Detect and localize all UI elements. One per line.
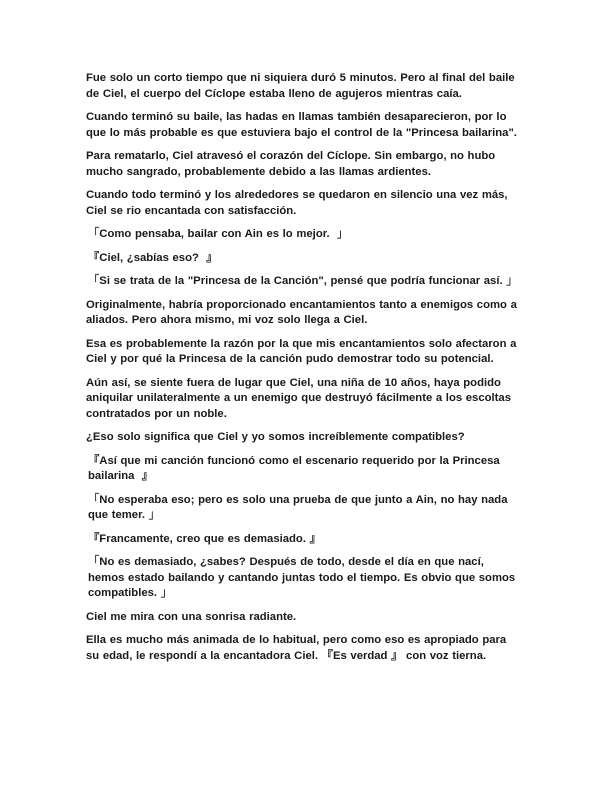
paragraph-3: Para rematarlo, Ciel atravesó el corazón del Cíclope. Sin embargo, no hubo mucho sangrado, probablemente debido a las llamas ardientes. xyxy=(86,150,499,178)
dialog-ciel-1: 「Como pensaba, bailar con Ain es lo mejor. 」 xyxy=(88,228,349,240)
paragraph-5: Originalmente, habría proporcionado encantamientos tanto a enemigos como a aliados. Pero ahora mismo, mi voz solo llega a Ciel. xyxy=(86,298,521,326)
dialog-ciel-2: 「Si se trata de la "Princesa de la Canción", pensé que podría funcionar así. 」 xyxy=(88,275,518,287)
paragraph-10: Ella es mucho más animada de lo habitual, pero como eso es apropiado para su edad, le respondí a la encantadora Ciel. 『Es verdad 』 con voz tierna. xyxy=(86,634,510,662)
dialog-ciel-3: 「No esperaba eso; pero es solo una prueba de que junto a Ain, no hay nada que temer. 」 xyxy=(88,493,512,521)
paragraph-7: Aún así, se siente fuera de lugar que Ciel, una niña de 10 años, haya podido aniquilar unilateralmente a un enemigo que destruyó fácilmente a los escoltas contratados por un noble. xyxy=(86,376,515,420)
dialog-ciel-4: 「No es demasiado, ¿sabes? Después de todo, desde el día en que nací, hemos estado bailando y cantando juntas todo el tiempo. Es obvio que somos compatibles. 」 xyxy=(88,556,519,599)
paragraph-9: Ciel me mira con una sonrisa radiante. xyxy=(86,610,297,623)
dialog-ain-3: 『Francamente, creo que es demasiado. 』 xyxy=(88,532,321,545)
paragraph-4: Cuando todo terminó y los alrededores se quedaron en silencio una vez más, Ciel se rio encantada con satisfacción. xyxy=(86,189,512,217)
dialog-ain-1: 『Ciel, ¿sabías eso? 』 xyxy=(88,251,218,264)
paragraph-8: ¿Eso solo significa que Ciel y yo somos increíblemente compatibles? xyxy=(86,431,465,443)
paragraph-6: Esa es probablemente la razón por la que mis encantamientos solo afectaron a Ciel y por qué la Princesa de la canción pudo demostrar todo su potencial. xyxy=(86,337,521,365)
dialog-ain-2: 『Así que mi canción funcionó como el escenario requerido por la Princesa bailarina 』 xyxy=(88,454,504,482)
paragraph-2: Cuando terminó su baile, las hadas en llamas también desaparecieron, por lo que lo más probable es que estuviera bajo el control de la "Princesa bailarina". xyxy=(86,111,517,139)
paragraph-1: Fue solo un corto tiempo que ni siquiera duró 5 minutos. Pero al final del baile de Ciel, el cuerpo del Cíclope estaba lleno de agujeros mientras caía. xyxy=(86,72,519,100)
